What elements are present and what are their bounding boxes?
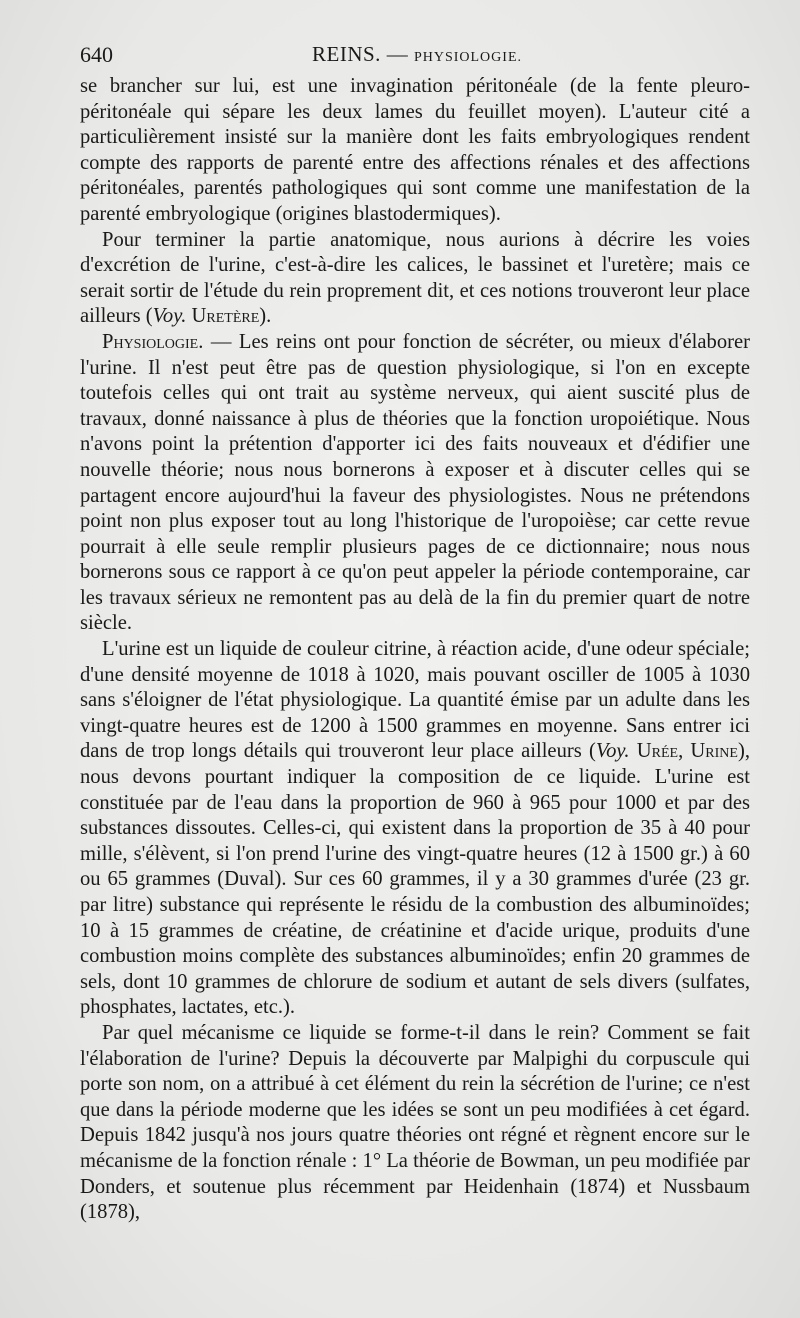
- paragraph-urine-composition: [80, 637, 750, 1021]
- section-lead-physiologie: Physiologie.: [102, 330, 204, 353]
- title-separator: —: [386, 42, 409, 66]
- voy-reference: Voy.: [152, 305, 187, 328]
- paragraph-physiologie: [80, 330, 750, 637]
- page-number: 640: [80, 42, 113, 67]
- paragraph-text-end: ).: [259, 305, 272, 328]
- paragraph-mecanisme: Par quel mécanisme ce liquide se forme-t-il dans le rein? Comment se fait l'élaboration de l'urine? Depuis la découverte par Malpighi du corpuscule qui porte son nom, on a attribué à cet élément du rein la sécrétion de l'urine; ce n'est que dans la période moderne que les idées se sont un peu modifiées à cet égard. Depuis 1842 jusqu'à nos jours quatre théories ont régné et règnent encore sur le mécanisme de la fonction rénale : 1° La théorie de Bowman, un peu modifiée par Donders, et soutenue plus récemment par Heidenhain (1874) et Nussbaum (1878),: [80, 1021, 750, 1224]
- paragraph-text: L'urine est un liquide de couleur citrine, à réaction acide, d'une odeur spéciale; d'une densité moyenne de 1018 à 1020, mais pouvant osciller de 1005 à 1030 sans s'éloigner de l'état physiologique. La quantité émise par un adulte dans les vingt-quatre heures est de 1200 à 1500 grammes en moyenne. Sans entrer ici dans de trop longs détails qui trouveront leur place ailleurs (: [80, 638, 750, 763]
- section-title: [312, 42, 522, 67]
- running-head: [80, 42, 750, 76]
- cross-reference-uretere: Uretère: [191, 305, 260, 328]
- paragraph-text: — Les reins ont pour fonction de sécréter, ou mieux d'élaborer l'urine. Il n'est peut être pas de question physiologique, si l'on en excepte toutefois celles qui ont trait au système nerveux, qui aient suscité plus de travaux, donné naissance à plus de théories que la fonction uropoiétique. Nous n'avons point la prétention d'apporter ici des faits nouveaux et d'édifier une nouvelle théorie; nous nous bornerons à exposer et à discuter celles qui se partagent encore aujourd'hui la faveur des physiologistes. Nous ne prétendons point non plus exposer tout au long l'historique de l'uropoièse; car cette revue pourrait à elle seule remplir plusieurs pages de ce dictionnaire; nous nous bornerons sous ce rapport à ce qu'on peut appeler la période contemporaine, car les travaux sérieux ne remontent pas au delà de la fin du premier quart de notre siècle.: [80, 330, 750, 635]
- section-subtitle: PHYSIOLOGIE.: [413, 50, 522, 65]
- paragraph-voies-excretion: [80, 228, 750, 330]
- paragraph-continued: se brancher sur lui, est une invagination péritonéale (de la fente pleuro-péritonéale qui sépare les deux lames du feuillet moyen). L'auteur cité a particulièrement insisté sur la manière dont les faits embryologiques rendent compte des rapports de parenté entre des affections rénales et des affections péritonéales, parentés pathologiques qui sont comme une manifestation de la parenté embryologique (origines blastodermiques).: [80, 75, 750, 225]
- body-text: [80, 74, 750, 1226]
- voy-reference: Voy.: [595, 740, 630, 763]
- paragraph-text: Pour terminer la partie anatomique, nous aurions à décrire les voies d'excrétion de l'urine, c'est-à-dire les calices, le bassinet et l'uretère; mais ce serait sortir de l'étude du rein proprement dit, et ces notions trouveront leur place ailleurs (: [80, 228, 750, 328]
- section-title-main: REINS.: [312, 42, 381, 66]
- paragraph-text-end: ), nous devons pourtant indiquer la composition de ce liquide. L'urine est constituée par de l'eau dans la proportion de 960 à 965 pour 1000 et par des substances dissoutes. Celles-ci, qui existent dans la proportion de 35 à 40 pour mille, s'élèvent, si l'on prend l'urine des vingt-quatre heures (12 à 1500 gr.) à 60 ou 65 grammes (Duval). Sur ces 60 grammes, il y a 30 grammes d'urée (23 gr. par litre) substance qui représente le résidu de la combustion des albuminoïdes; 10 à 15 grammes de créatine, de créatinine et d'acide urique, produits d'une combustion moins complète des substances albuminoïdes; enfin 20 grammes de sels, dont 10 grammes de chlorure de sodium et autant de sels divers (sulfates, phosphates, lactates, etc.).: [80, 740, 750, 1019]
- cross-reference-uree-urine: Urée, Urine: [636, 740, 738, 763]
